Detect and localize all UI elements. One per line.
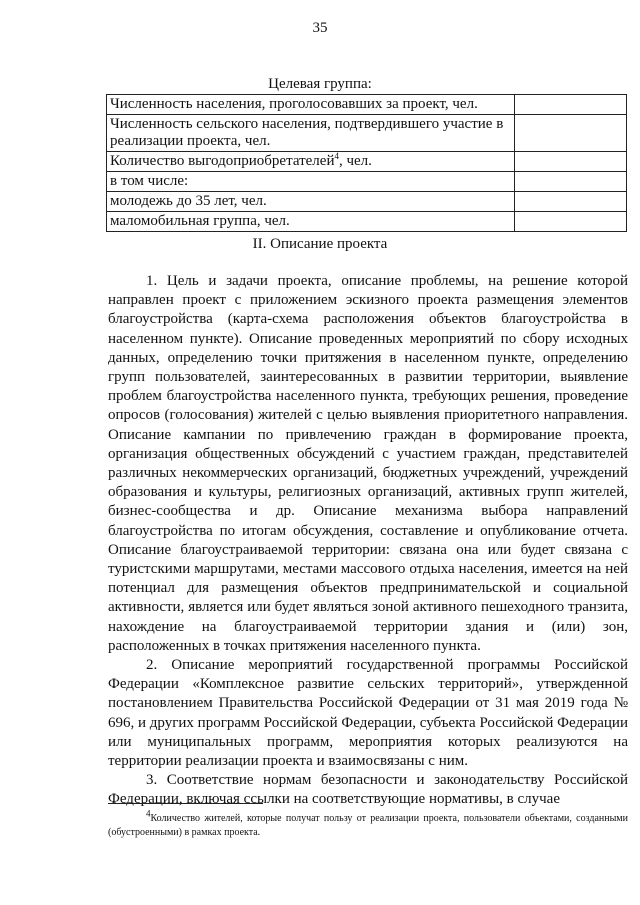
paragraph: 2. Описание мероприятий государственной программы Российской Федерации «Комплексное развитие сельских территорий», утвержденной постановлением Правительства Российской Федерации от 31 мая 2019 года № 696, и других программ Российской Федерации, субъекта Российской Федерации или муниципальных программ, мероприятия которых реализуются на территории реализации проекта и взаимосвязаны с ним. — [108, 657, 628, 770]
row-value — [515, 172, 627, 192]
row-label: маломобильная группа, чел. — [107, 212, 515, 232]
page-number: 35 — [312, 20, 328, 36]
row-value — [515, 152, 627, 172]
table-row — [107, 95, 627, 115]
row-label: Количество выгодоприобретателей — [110, 153, 335, 169]
paragraph: 1. Цель и задачи проекта, описание проблемы, на решение которой направлен проект с приложением эскизного проекта размещения элементов благоустройства (карта-схема расположения объектов благоустройства в населенном пункте). Описание проведенных мероприятий по сбору исходных данных, определению точки притяжения в населенном пункте, определению групп пользователей, заинтересованных в развитии территории, выявление проблем благоустройства населенного пункта, требующих решения, проведение опросов (голосования) жителей с целью выявления приоритетного направления. Описание кампании по привлечению граждан в формирование проекта, организация общественных обсуждений с участием граждан, представителей различных некоммерческих организаций, бюджетных учреждений, учреждений образования и культуры, религиозных организаций, активных групп жителей, бизнес-сообщества и др. Описание механизма выбора направлений благоустройства по итогам обсуждения, составление и опубликование отчета. Описание благоустраиваемой территории: связана она или будет связана с туристскими маршрутами, местами массового отдыха населения, имеется на ней потенциал для размещения объектов предпринимательской и социальной активности, является или будет являться зоной активного пешеходного транзита, нахождение на благоустраиваемой территории здания и (или) зон, расположенных в точках притяжения населенного пункта. — [108, 273, 628, 654]
section-title: II. Описание проекта — [252, 236, 388, 252]
footnote-divider — [108, 803, 263, 804]
paragraph: 3. Соответствие нормам безопасности и законодательству Российской Федерации, включая ссылки на соответствующие нормативы, в случае — [108, 772, 628, 808]
target-group-table — [106, 94, 627, 232]
row-value — [515, 95, 627, 115]
table-row — [107, 115, 627, 152]
footnote-mark: 4 — [146, 808, 151, 819]
footnote-reference: 4 — [334, 151, 339, 161]
footnote-text: Количество жителей, которые получат пользу от реализации проекта, пользователи объектами, созданными (обустроенными) в рамках проекта. — [108, 813, 628, 838]
row-value — [515, 212, 627, 232]
row-label: в том числе: — [107, 172, 515, 192]
target-group-title: Целевая группа: — [268, 76, 372, 92]
table-row — [107, 212, 627, 232]
row-value — [515, 115, 627, 152]
row-value — [515, 192, 627, 212]
row-label-cell — [107, 152, 515, 172]
row-label: Численность сельского населения, подтвердившего участие в реализации проекта, чел. — [107, 115, 515, 152]
table-row — [107, 172, 627, 192]
row-label-suffix: , чел. — [338, 153, 372, 169]
row-label: Численность населения, проголосовавших за проект, чел. — [107, 95, 515, 115]
row-label: молодежь до 35 лет, чел. — [107, 192, 515, 212]
body-text — [108, 272, 628, 810]
table-row — [107, 152, 627, 172]
table-row — [107, 192, 627, 212]
footnote — [108, 808, 628, 840]
